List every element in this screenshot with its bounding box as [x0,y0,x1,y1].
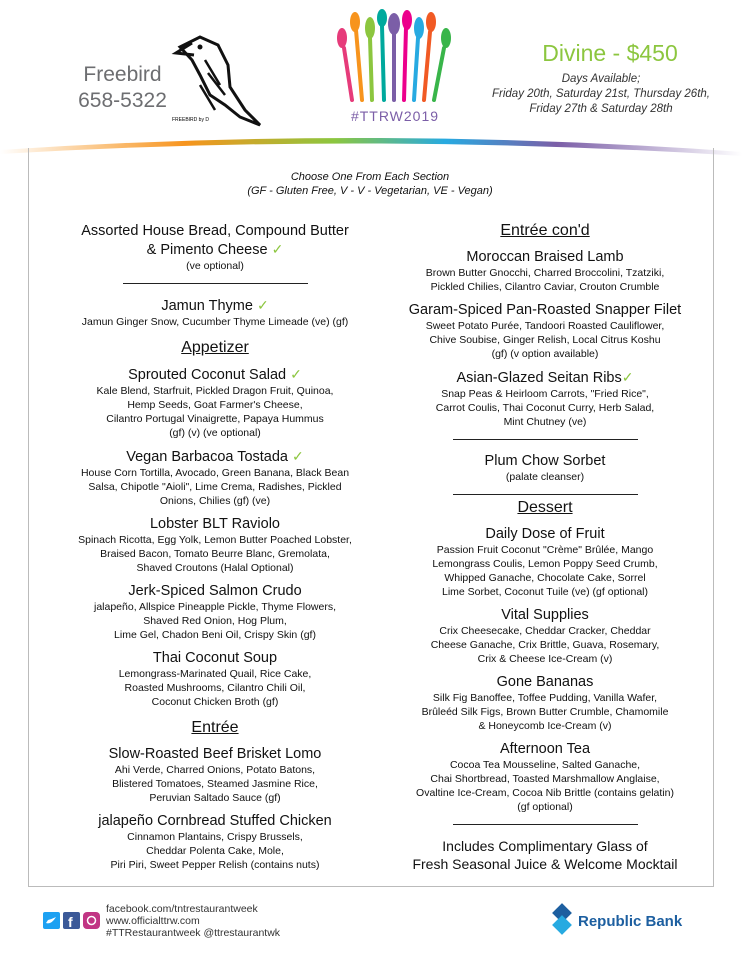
vegan-leaf-icon: ✓ [621,369,634,385]
menu-item-cornbread-stuffed-chicken: jalapeño Cornbread Stuffed Chicken Cinnamon Plantains, Crispy Brussels, Cheddar Polenta Cake, Mole, Piri Piri, Sweet Pepper Relish (contains nuts) [98,813,332,871]
divider [453,824,638,825]
instagram-icon [83,912,100,929]
social-icons [43,912,103,930]
menu-intro: Choose One From Each Section (GF - Gluten Free, V - V - Vegetarian, VE - Vegan) [247,171,493,197]
facebook-link[interactable]: facebook.com/tntrestaurantweek [106,903,258,915]
sponsor-name: Republic Bank [578,913,683,930]
menu-item-moroccan-lamb: Moroccan Braised Lamb Brown Butter Gnocchi, Charred Broccolini, Tzatziki, Pickled Chilies, Cilantro Caviar, Crouton Crumble [425,249,665,293]
menu-item-beef-brisket-lomo: Slow-Roasted Beef Brisket Lomo Ahi Verde, Charred Onions, Potato Batons, Blistered Tomatoes, Steamed Jasmine Rice, Peruvian Saltado Sauce (gf) [108,746,322,804]
divider [123,283,308,284]
menu-item-gone-bananas: Gone Bananas Silk Fig Banoffee, Toffee Pudding, Vanilla Wafer, Brûleéd Silk Figs, Brown Butter Crumble, Chamomile & Honeycomb Ice-Cream (v) [421,674,669,732]
vegan-leaf-icon: ✓ [290,366,302,382]
freebird-logo [170,25,270,135]
section-appetizer: Appetizer [181,339,249,356]
menu-item-jamun-thyme: Jamun Thyme ✓ Jamun Ginger Snow, Cucumber Thyme Limeade (ve) (gf) [81,297,349,328]
restaurant-contact [60,62,185,114]
website-link[interactable]: www.officialttrw.com [106,915,200,927]
section-entree: Entrée [191,719,239,736]
menu-item-vegan-barbacoa-tostada: Vegan Barbacoa Tostada ✓ House Corn Tortilla, Avocado, Green Banana, Black Bean Salsa, Chipotle "Aioli", Lime Crema, Radishes, Pickled Onions, Chilies (gf) (ve) [80,448,350,507]
vegan-leaf-icon: ✓ [292,448,304,464]
closing-note: Includes Complimentary Glass of Fresh Seasonal Juice & Welcome Mocktail [412,838,678,872]
menu-item-afternoon-tea: Afternoon Tea Cocoa Tea Mousseline, Salted Ganache, Chai Shortbread, Toasted Marshmallow Anglaise, Ovaltine Ice-Cream, Cocoa Nib Brittle (contains gelatin) (gf optional) [416,741,674,813]
restaurant-name: Freebird [83,63,162,86]
social-links [106,903,280,939]
restaurant-phone: 658-5322 [78,89,167,112]
vegan-leaf-icon: ✓ [256,297,269,313]
menu-item-seitan-ribs: Asian-Glazed Seitan Ribs✓ Snap Peas & Heirloom Carrots, "Fried Rice", Carrot Coulis, Thai Coconut Curry, Herb Salad, Mint Chutney (ve) [435,369,655,428]
menu-tier-price: Divine - $450 [542,40,678,66]
divider [453,439,638,440]
days-available: Days Available; Friday 20th, Saturday 21st, Thursday 26th, Friday 27th & Saturday 28th [492,73,710,115]
menu-item-house-bread: Assorted House Bread, Compound Butter & Pimento Cheese ✓ (ve optional) [81,223,349,272]
menu-item-lobster-blt-raviolo: Lobster BLT Raviolo Spinach Ricotta, Egg Yolk, Lemon Butter Poached Lobster, Braised Bacon, Tomato Beurre Blanc, Gremolata, Shaved Croutons (Halal Optional) [78,516,352,574]
vegan-leaf-icon: ✓ [271,241,284,257]
svg-text:f: f [68,914,73,930]
hashtags: #TTRestaurantweek @ttrestaurantwk [106,927,281,939]
menu-item-thai-coconut-soup: Thai Coconut Soup Lemongrass-Marinated Quail, Rice Cake, Roasted Mushrooms, Cilantro Chili Oil, Coconut Chicken Broth (gf) [118,650,312,708]
left-column [45,222,385,879]
section-entree-contd: Entrée con'd [500,222,590,239]
menu-item-snapper-filet: Garam-Spiced Pan-Roasted Snapper Filet Sweet Potato Purée, Tandoori Roasted Cauliflower, Chive Soubise, Ginger Relish, Local Citrus Koshu (gf) (v option available) [408,302,682,360]
right-column [385,222,705,873]
menu-item-daily-dose-of-fruit: Daily Dose of Fruit Passion Fruit Coconut "Crème" Brûlée, Mango Lemongrass Coulis, Lemon Poppy Seed Crumb, Whipped Ganache, Chocolate Cake, Sorrel Lime Sorbet, Coconut Tuile (ve) (gf optional) [432,526,658,598]
divider [453,494,638,495]
section-dessert: Dessert [517,499,573,516]
menu-item-plum-chow-sorbet: Plum Chow Sorbet (palate cleanser) [484,453,606,483]
menu-item-jerk-salmon-crudo: Jerk-Spiced Salmon Crudo jalapeño, Allspice Pineapple Pickle, Thyme Flowers, Shaved Red Onion, Hog Plum, Lime Gel, Chadon Beni Oil, Crispy Skin (gf) [93,583,336,641]
logo-text: FREEBIRD by D [172,117,209,123]
menu-item-sprouted-coconut-salad: Sprouted Coconut Salad ✓ Kale Blend, Starfruit, Pickled Dragon Fruit, Quinoa, Hemp Seeds, Goat Farmer's Cheese, Cilantro Portugal Vinaigrette, Papaya Hummus (gf) (v) (ve optional) [96,366,334,439]
event-hashtag-logo: #TTRW2019 [350,108,440,124]
menu-item-vital-supplies: Vital Supplies Crix Cheesecake, Cheddar Cracker, Cheddar Cheese Ganache, Crix Brittle, Guava, Rosemary, Crix & Cheese Ice-Cream (v) [430,607,660,665]
